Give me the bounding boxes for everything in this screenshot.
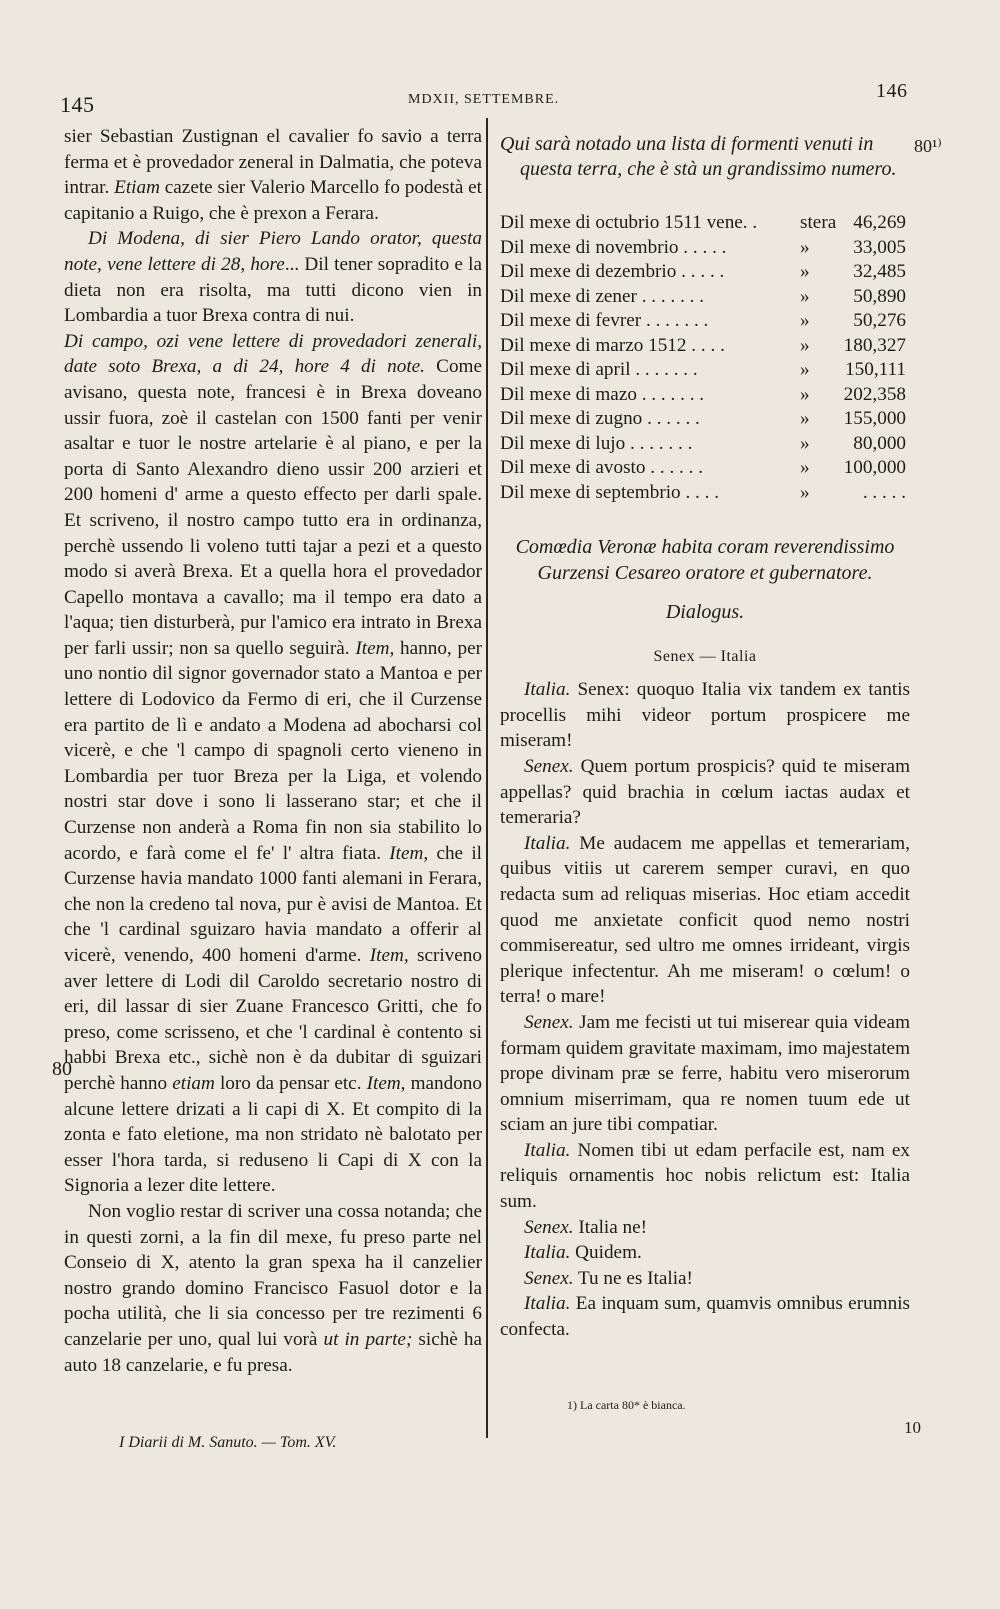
speaker-name: Senex. [524, 1011, 574, 1033]
speech-text: Tu ne es Italia! [573, 1267, 693, 1289]
text-run: ... Dil tener sopradito e la dieta non era risolta, ma tutti dicono vien in Lombardia a tuor Brexa contra di nui. [64, 253, 483, 327]
ledger-quantity: . . . . . [862, 481, 906, 503]
ledger-quantity: 150,111 [845, 359, 906, 380]
ledger-row [500, 259, 910, 284]
ledger-unit: » [800, 285, 810, 307]
ledger-month: Dil mexe di zugno . . . . . . [500, 408, 700, 429]
margin-number: 80 [52, 1058, 72, 1080]
speech-text: Me audacem me appellas et temerariam, quibus vitiis ut carerem semper curavi, en quo redacta sum ad reliquas miserias. Hoc etiam accedit quod me anxietate conficit quod nemo nostri commisereatur, sed ultro me omnes irrideant, virgis plerique infectentur. Ah me miseram! o cœlum! o terra! o mare! [500, 832, 910, 1008]
ledger-row [500, 455, 910, 480]
ledger-row [500, 333, 910, 358]
ledger-month: Dil mexe di marzo 1512 . . . . [500, 334, 725, 356]
text-run: che il Curzense havia mandato 1000 fanti alemani in Ferara, che non la credeno tal nova, pur è avisi de Mantoa. Et che 'l cardinal sguizaro havia mandato a offerir al vicerè, venendo, 400 homeni d'arme. [64, 842, 482, 966]
running-title: MDXII, SETTEMBRE. [408, 92, 560, 107]
ledger-month: Dil mexe di mazo . . . . . . . [500, 383, 705, 405]
ledger-unit: » [800, 432, 810, 454]
ledger-month: Dil mexe di septembrio . . . . [500, 481, 720, 503]
text-run: mandono alcune lettere drizati a li capi di X. Et compito di la zonta e fato eletione, ma non stridato nè balotato per esser l'hora tarda, si reduseno li Capi di X con la Signoria a lezer dite lettere. [64, 1072, 482, 1197]
ledger-month: Dil mexe di novembrio . . . . . [500, 236, 727, 258]
page-number-right: 146 [876, 80, 908, 102]
left-paragraph [64, 1199, 482, 1378]
text-run: loro da pensar etc. [214, 1072, 367, 1094]
ledger-unit: » [800, 334, 810, 356]
italic-text: Etiam [114, 177, 160, 199]
ledger-quantity: 50,890 [853, 285, 906, 307]
text-run: sichè ha auto 18 canzelarie, e fu presa. [64, 1328, 482, 1376]
right-column [500, 132, 910, 1343]
speaker-name: Italia. [524, 679, 571, 701]
left-paragraph [64, 124, 482, 226]
ledger-unit: » [800, 481, 810, 503]
ledger-month: Dil mexe di fevrer . . . . . . . [500, 310, 709, 331]
speaker-name: Italia. [524, 1242, 571, 1264]
speaker-name: Senex. [524, 1267, 574, 1289]
signature-number: 10 [904, 1418, 921, 1437]
italic-text: Di campo, ozi vene lettere di provedadori zenerali, date soto Brexa, a di 24, hore 4 di note. [64, 330, 482, 378]
text-run: Come avisano, questa note, francesi è in Brexa doveano ussir fuora, zoè il castelan con 1500 fanti per venir asaltar e tuor le nostre artelarie è al piano, e per la porta di Santo Alexandro dieno ussir 200 arzieri et 200 homeni d' arme a questo effecto per darli spale. Et scriveno, il nostro campo tutto era in ordinanza, perchè ussendo li voleno tutti tajar a pezi et a questo modo si averà Brexa. Et a quella hora el provedador Capello montava a cavallo; ma il tempo era dato a l'aqua; tien disturberà, pur l'amico era intrato in Brexa per farli ussir; non sa quello seguirà. [64, 356, 482, 659]
ledger-row [500, 382, 910, 407]
ledger-quantity: 80,000 [853, 432, 906, 454]
speech-text: Quem portum prospicis? quid te miseram appellas? quid brachia in cœlum iactas audax et temeraria? [500, 755, 910, 829]
ledger-row [500, 406, 910, 431]
italic-text: Item, [355, 637, 395, 659]
page-number-left: 145 [60, 92, 95, 117]
speaker-name: Senex. [524, 755, 574, 777]
left-paragraph [64, 226, 482, 328]
ledger-row [500, 284, 910, 309]
ledger-quantity: 33,005 [853, 236, 906, 258]
ledger-quantity: 202,358 [843, 383, 906, 405]
dialogue-line [500, 831, 910, 1010]
footer-citation: I Diarii di M. Sanuto. — Tom. XV. [119, 1434, 337, 1451]
margin-marker-right: 80¹⁾ [914, 136, 942, 156]
ledger-quantity: 100,000 [843, 457, 906, 478]
ledger-month: Dil mexe di lujo . . . . . . . [500, 432, 693, 454]
ledger-row [500, 431, 910, 456]
italic-text: etiam [172, 1072, 215, 1094]
speech-text: Jam me fecisti ut tui miserear quia videam formam quidem gravitate maximam, imo majestatem prope divinam præ se ferre, habitu vero miserorum omnium miserrimam, qua re nomen tuum ede ut sciam an jure tibi compatiar. [500, 1011, 910, 1136]
text-run: scriveno aver lettere di Lodi dil Caroldo secretario nostro di eri, dil lassar di sier Zuane Francesco Gritti, che fo preso, come scrisseno, et che 'l cardinal è contento si habbi Brexa etc., sichè non è da dubitar di sguizari perchè hanno [64, 945, 482, 1094]
dialogue [500, 677, 910, 1342]
ledger-row [500, 480, 910, 505]
ledger-unit: » [800, 236, 810, 258]
comoedia-title: Comœdia Veronæ habita coram reverendissimo Gurzensi Cesareo oratore et gubernatore. [515, 536, 895, 584]
left-paragraph [64, 329, 482, 1199]
grain-ledger [500, 210, 910, 504]
speech-text: Nomen tibi ut edam perfacile est, nam ex reliquis ornamentis hoc nobis relictum est: Italia sum. [500, 1139, 910, 1213]
footnote: 1) La carta 80* è bianca. [567, 1398, 686, 1412]
ledger-unit: » [800, 408, 810, 429]
characters-line: Senex — Italia [653, 647, 757, 665]
dialogue-line [500, 1138, 910, 1215]
speaker-name: Italia. [524, 832, 571, 854]
speaker-name: Italia. [524, 1139, 571, 1161]
speech-text: Quidem. [570, 1242, 642, 1264]
column-divider [486, 118, 488, 1438]
italic-text: Item, [369, 945, 409, 966]
text-run: hanno, per uno nontio dil signor governador stato a Mantoa e per lettere di Lodovico da Fermo di eri, che il Curzense era partito de lì e andato a Modena ad abocharsi col vicerè, e che 'l campo di spagnoli certo vieneno in Lombardia per tuor Breza per la Liga, et volendo nostri star dove i sono li lasserano star; et che il Curzense non anderà a Roma fin non sia stabilito lo acordo, e farà come el fe' l' altra fiata. [64, 637, 482, 864]
ledger-unit: stera [800, 212, 837, 233]
ledger-unit: » [800, 310, 810, 331]
ledger-quantity: 50,276 [853, 310, 906, 331]
speech-text: Italia ne! [573, 1216, 648, 1238]
dialogue-line [500, 1266, 910, 1292]
ledger-month: Dil mexe di avosto . . . . . . [500, 457, 704, 478]
dialogue-line [500, 1010, 910, 1138]
italic-text: ut in parte; [323, 1328, 413, 1350]
grain-list-intro: Qui sarà notado una lista di formenti venuti in questa terra, che è stà un grandissimo numero. [500, 133, 897, 180]
ledger-quantity: 46,269 [853, 212, 906, 233]
dialogus-heading: Dialogus. [665, 601, 745, 623]
ledger-month: Dil mexe di april . . . . . . . [500, 359, 698, 380]
italic-text: Di Modena, di sier Piero Lando orator, questa note, vene lettere di 28, hore [64, 228, 482, 275]
ledger-row [500, 308, 910, 333]
dialogue-line [500, 677, 910, 754]
ledger-row [500, 357, 910, 382]
left-column [64, 124, 482, 1378]
ledger-row [500, 235, 910, 260]
ledger-unit: » [800, 457, 810, 478]
speaker-name: Italia. [524, 1293, 571, 1315]
ledger-quantity: 32,485 [853, 261, 906, 282]
text-run: sier Sebastian Zustignan el cavalier fo savio a terra ferma et è provedador zeneral in Dalmatia, che poteva intrar. [64, 126, 482, 199]
ledger-quantity: 180,327 [843, 334, 906, 356]
ledger-month: Dil mexe di dezembrio . . . . . [500, 261, 725, 282]
dialogue-line [500, 1291, 910, 1342]
italic-text: Item, [366, 1072, 406, 1094]
speech-text: Ea inquam sum, quamvis omnibus erumnis confecta. [500, 1293, 910, 1341]
speaker-name: Senex. [524, 1216, 574, 1238]
dialogue-line [500, 1240, 910, 1266]
ledger-row [500, 210, 910, 235]
dialogue-line [500, 754, 910, 831]
dialogue-line [500, 1215, 910, 1241]
ledger-month: Dil mexe di zener . . . . . . . [500, 285, 705, 307]
ledger-month: Dil mexe di octubrio 1511 vene. . [500, 212, 758, 233]
ledger-unit: » [800, 383, 810, 405]
ledger-unit: » [800, 359, 810, 380]
ledger-quantity: 155,000 [843, 408, 906, 429]
text-run: cazete sier Valerio Marcello fo podestà et capitanio a Ruigo, che è prexon a Ferara. [64, 177, 482, 224]
italic-text: Item, [389, 842, 429, 864]
text-run: Non voglio restar di scriver una cossa notanda; che in questi zorni, a la fin dil mexe, fu preso parte nel Conseio di X, atento la gran spexa ha il canzelier nostro grando domino Francisco Fasuol dotor e la pocha utilità, che li sia concesso per tre rezimenti 6 canzelarie per uno, qual lui vorà [64, 1200, 482, 1350]
ledger-unit: » [800, 261, 810, 282]
speech-text: Senex: quoquo Italia vix tandem ex tantis procellis mihi videor portum prospicere me miseram! [500, 679, 910, 752]
